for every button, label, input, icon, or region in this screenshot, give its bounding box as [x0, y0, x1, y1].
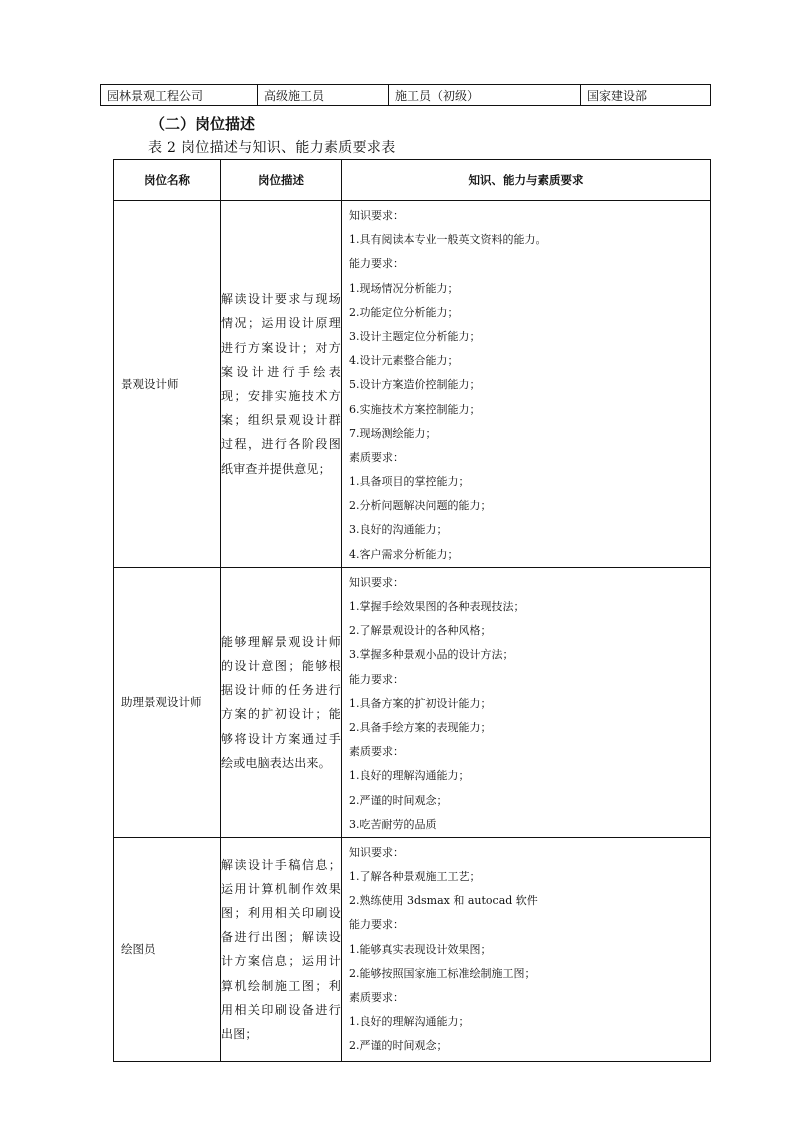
table-caption: 表 2 岗位描述与知识、能力素质要求表	[148, 140, 396, 156]
continuation-table	[100, 84, 711, 106]
requirement-line: 知识要求：	[349, 209, 404, 222]
requirement-line: 素质要求：	[349, 450, 404, 464]
requirement-line: 知识要求：	[349, 575, 404, 589]
requirement-line: 1.良好的理解沟通能力；	[349, 1015, 470, 1029]
requirement-line: 能力要求：	[349, 918, 404, 932]
requirement-line: 1.现场情况分析能力；	[349, 281, 459, 295]
requirement-line: 2.能够按照国家施工标准绘制施工图；	[349, 966, 536, 980]
table-header-row	[114, 160, 711, 201]
requirement-line: 1.具备项目的掌控能力；	[349, 475, 470, 489]
requirements-cell	[342, 837, 711, 1061]
requirement-line: 1.具有阅读本专业一般英文资料的能力。	[349, 233, 547, 247]
requirement-line: 1.了解各种景观施工工艺；	[349, 870, 481, 884]
table-row	[114, 837, 711, 1061]
column-header-job-description: 岗位描述	[221, 160, 342, 201]
table-cell: 高级施工员	[258, 85, 389, 106]
requirement-line: 3.吃苦耐劳的品质	[349, 817, 437, 831]
column-header-job-title: 岗位名称	[114, 160, 221, 201]
requirement-line: 能力要求：	[349, 257, 404, 271]
requirement-line: 1.良好的理解沟通能力；	[349, 769, 470, 783]
requirements-cell	[342, 201, 711, 568]
job-description-text: 解读设计要求与现场情况；运用设计原理进行方案设计；对方案设计进行手绘表现；安排实施技术方案；组织景观设计群过程，进行各阶段图纸审查并提供意见；	[221, 292, 341, 476]
column-header-requirements: 知识、能力与素质要求	[342, 160, 711, 201]
requirement-line: 2.具备手绘方案的表现能力；	[349, 720, 492, 734]
requirement-line: 2.了解景观设计的各种风格；	[349, 624, 492, 638]
table-cell: 园林景观工程公司	[101, 85, 258, 106]
requirement-line: 素质要求：	[349, 745, 404, 759]
requirement-line: 2.功能定位分析能力；	[349, 305, 459, 319]
requirement-line: 2.严谨的时间观念；	[349, 1039, 448, 1053]
table-row	[114, 567, 711, 837]
requirement-line: 2.熟练使用 3dsmax 和 autocad 软件	[349, 894, 538, 908]
requirement-line: 4.客户需求分析能力；	[349, 547, 459, 561]
job-description-cell	[221, 837, 342, 1061]
job-description-cell	[221, 201, 342, 568]
requirement-line: 7.现场测绘能力；	[349, 426, 437, 440]
table-row	[114, 201, 711, 568]
requirement-line: 6.实施技术方案控制能力；	[349, 402, 481, 416]
job-title-cell: 景观设计师	[114, 201, 221, 568]
requirement-line: 3.设计主题定位分析能力；	[349, 329, 481, 343]
job-description-table	[113, 159, 711, 1062]
requirement-line: 素质要求：	[349, 991, 404, 1004]
table-cell: 国家建设部	[581, 85, 711, 106]
requirement-line: 能力要求：	[349, 672, 404, 686]
table-cell: 施工员（初级）	[389, 85, 581, 106]
job-title-cell: 助理景观设计师	[114, 567, 221, 837]
requirement-line: 3.掌握多种景观小品的设计方法；	[349, 648, 514, 662]
requirements-cell	[342, 567, 711, 837]
requirement-line: 1.能够真实表现设计效果图；	[349, 942, 492, 956]
job-description-text: 能够理解景观设计师的设计意图；能够根据设计师的任务进行方案的扩初设计；能够将设计方案通过手绘或电脑表达出来。	[221, 634, 341, 770]
requirement-line: 2.严谨的时间观念；	[349, 793, 448, 807]
job-description-cell	[221, 567, 342, 837]
table-row	[101, 85, 711, 106]
job-description-text: 解读设计手稿信息；运用计算机制作效果图；利用相关印刷设备进行出图；解读设计方案信息；运用计算机绘制施工图；利用相关印刷设备进行出图；	[221, 857, 341, 1041]
job-title-cell: 绘图员	[114, 837, 221, 1061]
section-heading: （二）岗位描述	[150, 115, 256, 133]
requirement-line: 1.具备方案的扩初设计能力；	[349, 696, 492, 710]
requirement-line: 知识要求：	[349, 845, 404, 859]
requirement-line: 2.分析问题解决问题的能力；	[349, 499, 492, 513]
requirement-line: 1.掌握手绘效果图的各种表现技法；	[349, 600, 525, 613]
requirement-line: 3.良好的沟通能力；	[349, 523, 448, 537]
requirement-line: 4.设计元素整合能力；	[349, 354, 459, 368]
requirement-line: 5.设计方案造价控制能力；	[349, 378, 481, 392]
